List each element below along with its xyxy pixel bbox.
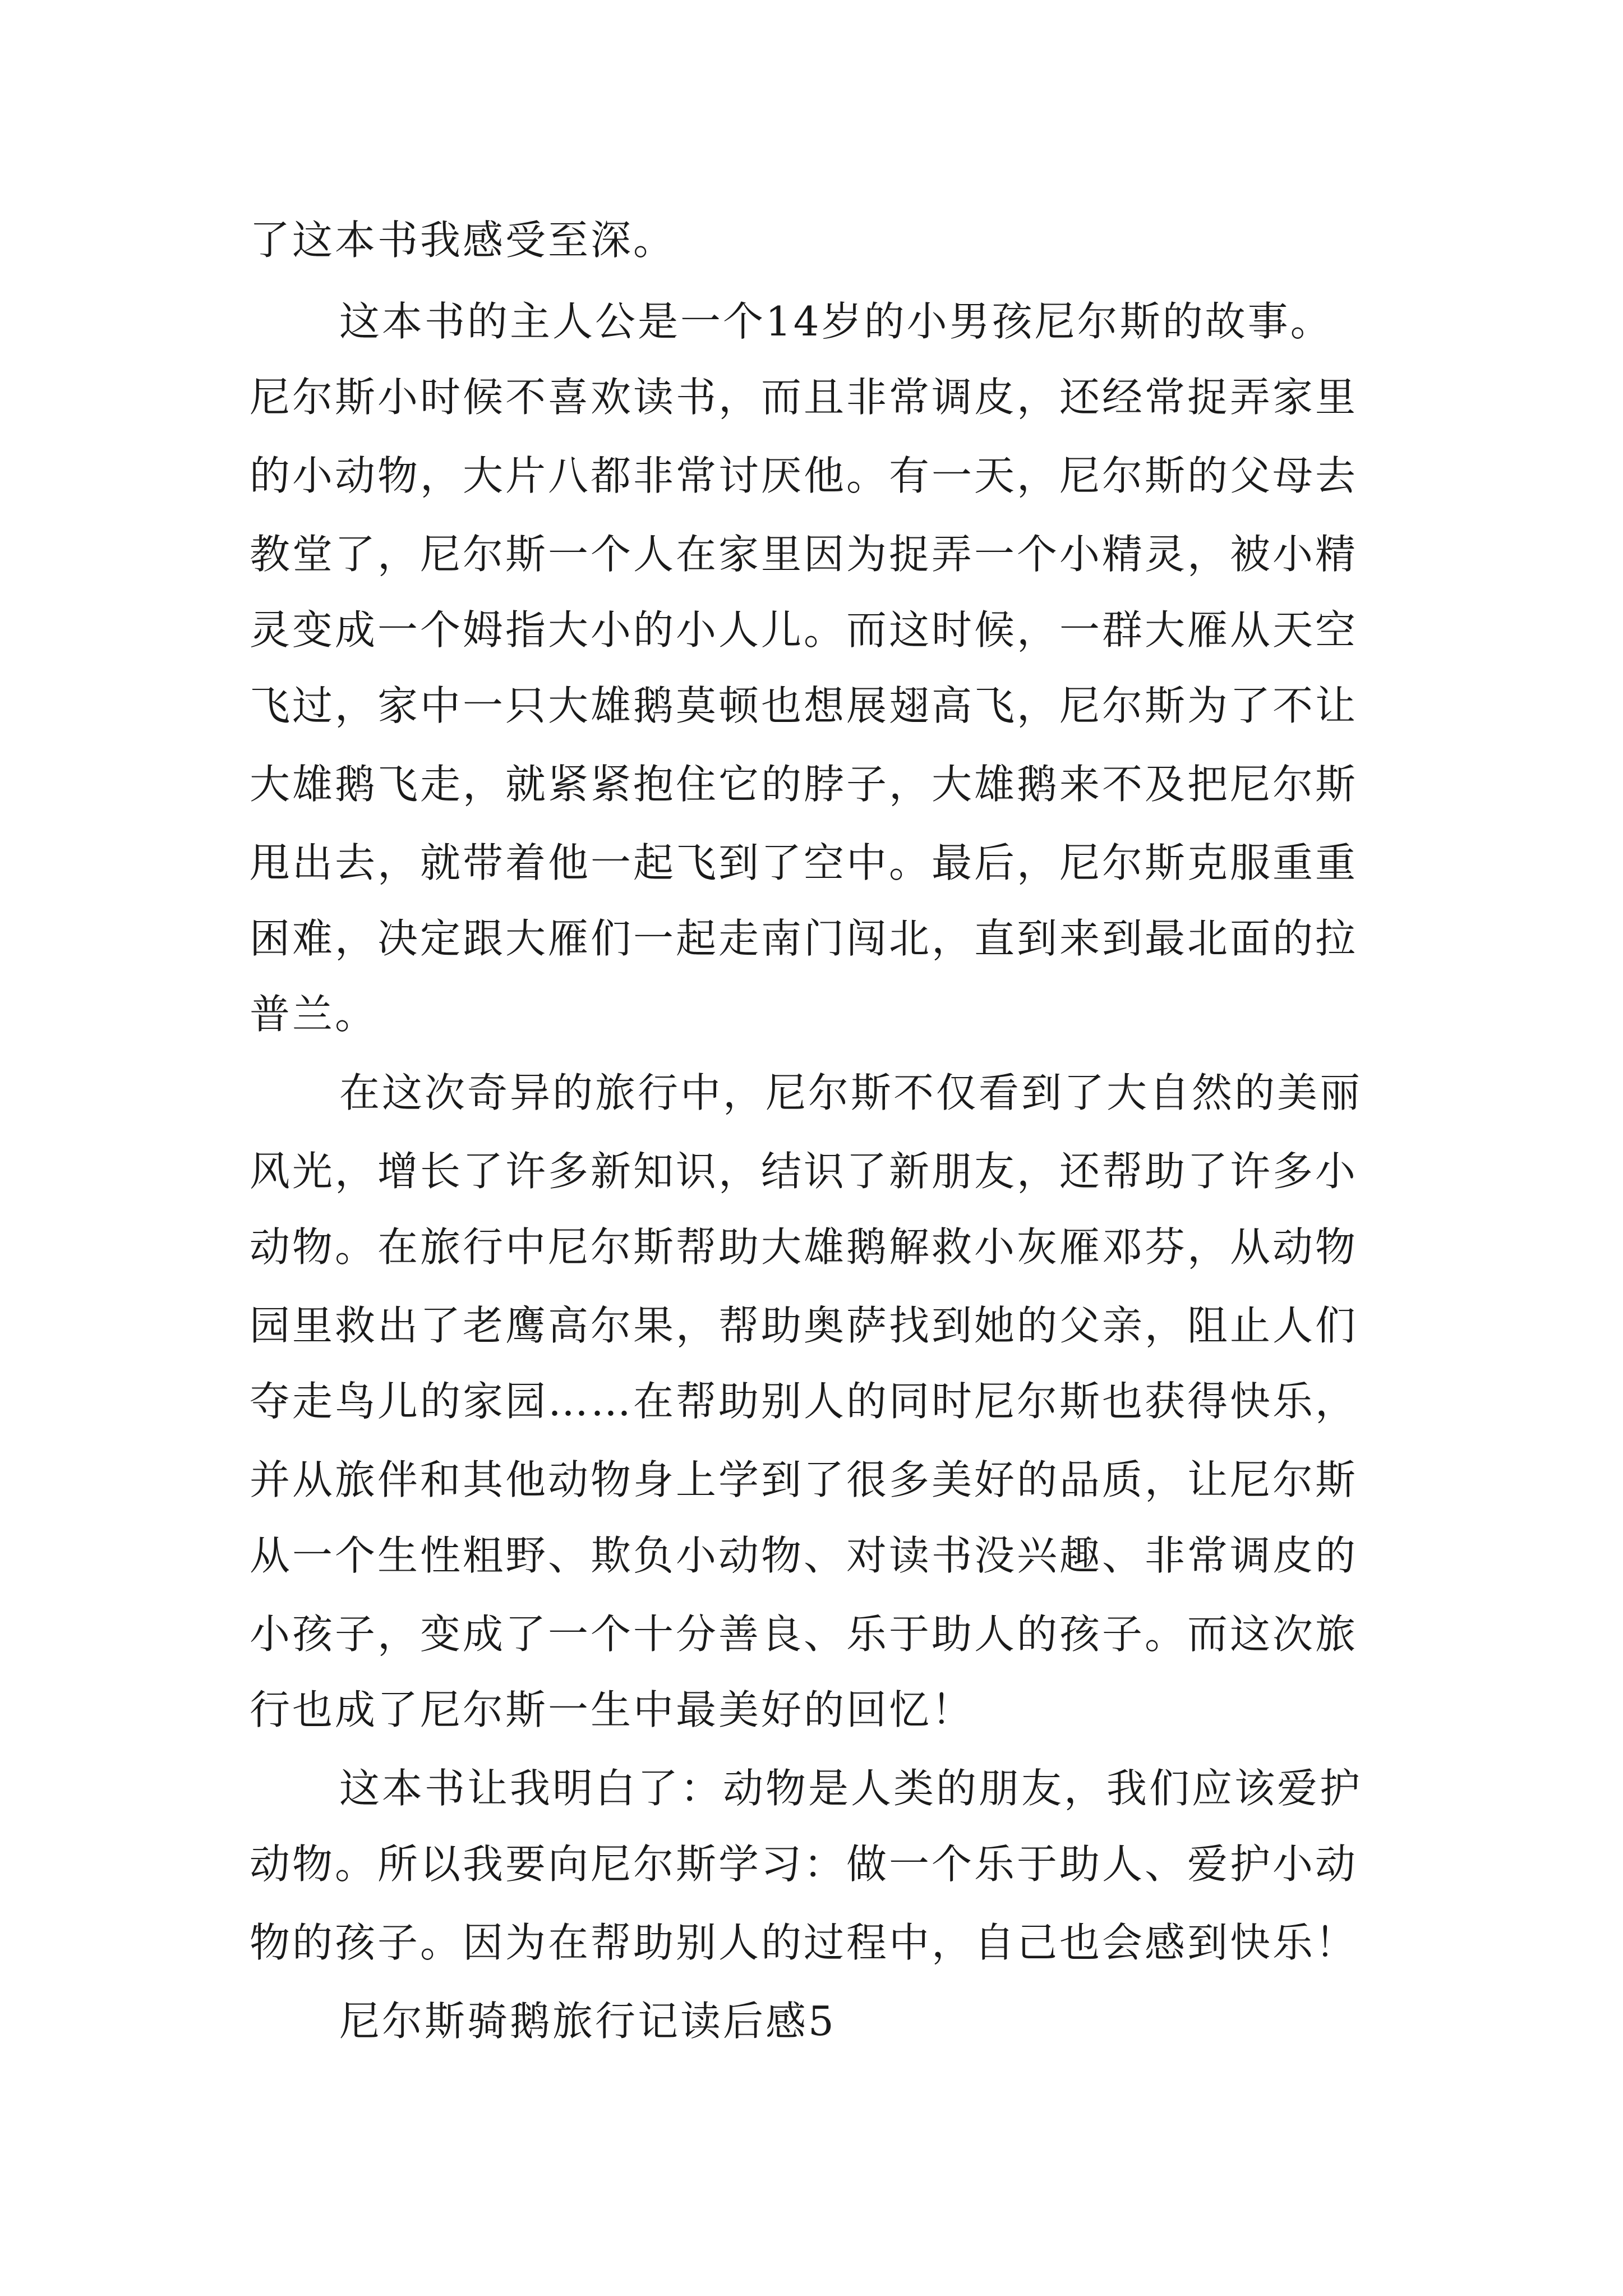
paragraph-line: 甩出去，就带着他一起飞到了空中。最后，尼尔斯克服重重 xyxy=(250,839,1358,886)
paragraph-line: 园里救出了老鹰高尔果，帮助奥萨找到她的父亲，阻止人们 xyxy=(250,1302,1358,1349)
paragraph-line: 动物。所以我要向尼尔斯学习：做一个乐于助人、爱护小动 xyxy=(250,1841,1358,1888)
paragraph-line: 从一个生性粗野、欺负小动物、对读书没兴趣、非常调皮的 xyxy=(250,1532,1358,1579)
paragraph-line: 教堂了，尼尔斯一个人在家里因为捉弄一个小精灵，被小精 xyxy=(250,531,1358,578)
paragraph-line: 行也成了尼尔斯一生中最美好的回忆！ xyxy=(250,1686,975,1733)
paragraph-line: 夺走鸟儿的家园……在帮助别人的同时尼尔斯也获得快乐， xyxy=(250,1378,1358,1425)
paragraph-line: 大雄鹅飞走，就紧紧抱住它的脖子，大雄鹅来不及把尼尔斯 xyxy=(250,761,1358,808)
paragraph-line: 灵变成一个姆指大小的小人儿。而这时候，一群大雁从天空 xyxy=(250,606,1358,654)
section-heading: 尼尔斯骑鹅旅行记读后感5 xyxy=(339,1998,836,2045)
paragraph-line: 普兰。 xyxy=(250,991,378,1038)
paragraph-line: 并从旅伴和其他动物身上学到了很多美好的品质，让尼尔斯 xyxy=(250,1456,1358,1503)
paragraph-line: 在这次奇异的旅行中，尼尔斯不仅看到了大自然的美丽 xyxy=(339,1069,1363,1116)
paragraph-line: 飞过，家中一只大雄鹅莫顿也想展翅高飞，尼尔斯为了不让 xyxy=(250,682,1358,729)
paragraph-line: 了这本书我感受至深。 xyxy=(250,217,676,264)
paragraph-line: 尼尔斯小时候不喜欢读书，而且非常调皮，还经常捉弄家里 xyxy=(250,374,1358,421)
paragraph-line: 困难，决定跟大雁们一起走南门闯北，直到来到最北面的拉 xyxy=(250,915,1358,962)
paragraph-line: 风光，增长了许多新知识，结识了新朋友，还帮助了许多小 xyxy=(250,1148,1358,1195)
paragraph-line: 这本书的主人公是一个14岁的小男孩尼尔斯的故事。 xyxy=(339,298,1333,345)
paragraph-line: 的小动物，大片八都非常讨厌他。有一天，尼尔斯的父母去 xyxy=(250,452,1358,499)
paragraph-line: 物的孩子。因为在帮助别人的过程中，自己也会感到快乐！ xyxy=(250,1919,1358,1966)
paragraph-line: 小孩子，变成了一个十分善良、乐于助人的孩子。而这次旅 xyxy=(250,1611,1358,1658)
paragraph-line: 这本书让我明白了：动物是人类的朋友，我们应该爱护 xyxy=(339,1765,1363,1812)
paragraph-line: 动物。在旅行中尼尔斯帮助大雄鹅解救小灰雁邓芬，从动物 xyxy=(250,1223,1358,1271)
